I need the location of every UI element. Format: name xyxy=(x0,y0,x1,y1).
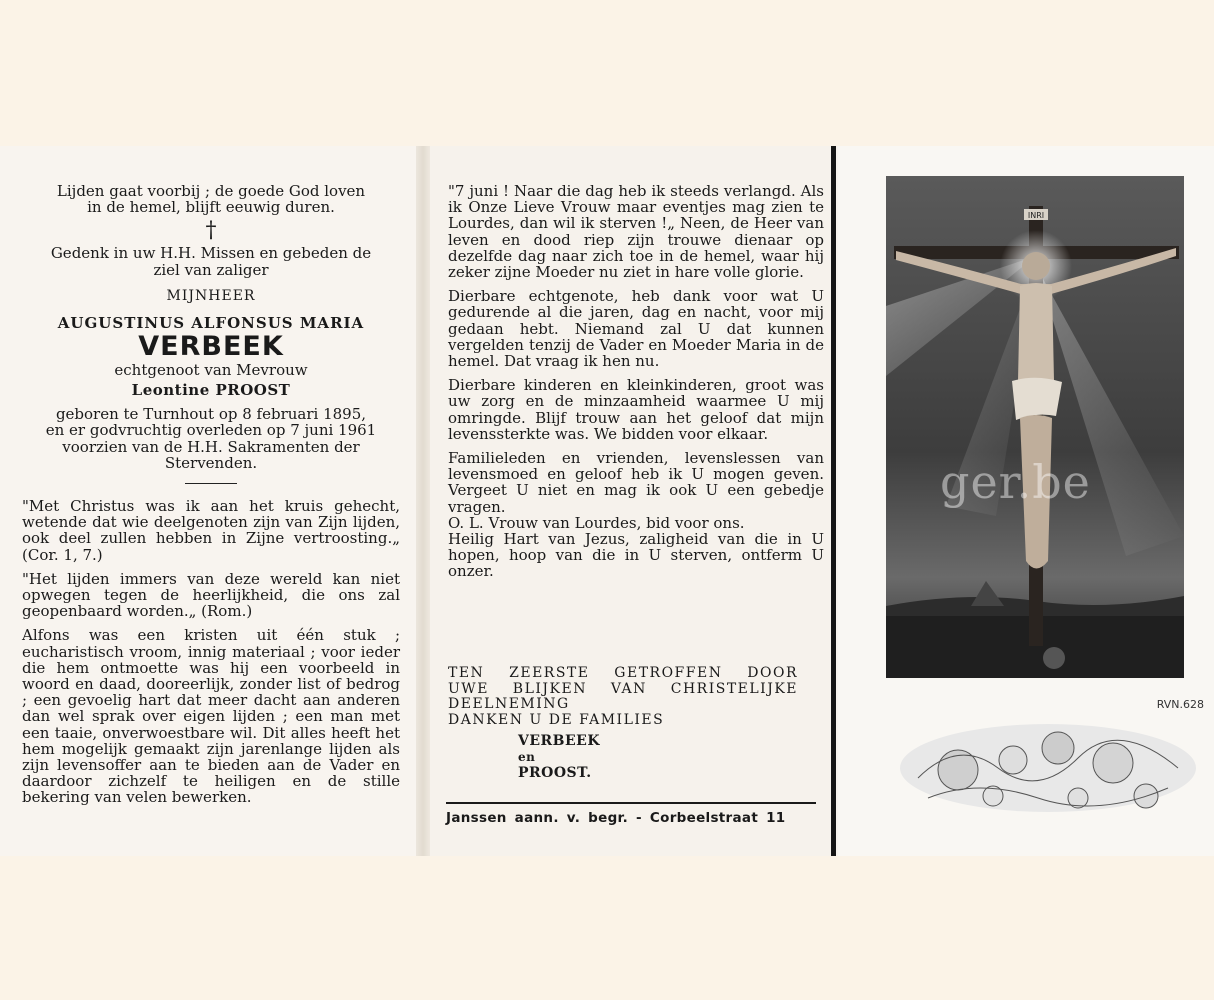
card-fold xyxy=(416,146,430,856)
paragraph-friends: Familieleden en vrienden, levenslessen van levensmoed en geloof heb ik U mogen geven. Vergeet U niet en mag ik ook U een gebedje vragen. xyxy=(448,449,824,516)
honorific: MIJNHEER xyxy=(166,287,256,304)
paragraph-spouse: Dierbare echtgenote, heb dank voor wat U gedurende al die jaren, dag en nacht, voor mij gedaan hebt. Niemand zal U dat kunnen vergelden tenzij de Vader en Moeder Maria in de hemel. Dat vraag ik hen nu. xyxy=(448,287,824,371)
memorial-card xyxy=(0,146,1214,856)
thanks-block xyxy=(448,666,798,781)
surname: VERBEEK xyxy=(138,330,284,362)
eulogy: Alfons was een kristen uit één stuk ; eucharistisch vroom, innig materiaal ; voor ieder die hem ontmoette was hij een voorbeeld in woord en daad, dooreerlijk, zonder list of bedrog ; een gevoelig hart dat meer dacht aan anderen dan wel sprak over eigen lijden ; een man met een taaie, onverwoestbare wil. Dit alles heeft het hem mogelijk gemaakt zijn jarenlange lijden als zijn levensoffer aan te bieden aan de Vader en daardoor zichzelf te heiligen en de stille bekering van velen bewerken. xyxy=(22,626,400,807)
remember-line-1: Gedenk in uw H.H. Missen en gebeden de xyxy=(50,244,372,263)
left-content xyxy=(22,183,400,806)
left-panel xyxy=(0,146,420,856)
inri-text: INRI xyxy=(1027,211,1045,220)
watermark: ger.be xyxy=(940,455,1091,509)
epigraph-line-2: in de hemel, blijft eeuwig duren. xyxy=(87,198,335,217)
birth-line-2: en er godvruchtig overleden op 7 juni 1961 xyxy=(45,421,377,440)
family-en: en xyxy=(518,750,536,764)
spouse-intro: echtgenoot van Mevrouw xyxy=(114,360,308,379)
paragraph-lourdes: "7 juni ! Naar die dag heb ik steeds verlangd. Als ik Onze Lieve Vrouw maar eventjes mag zien te Lourdes, dan wil ik sterven !„ Neen, de Heer van leven en dood riep zijn trouwe dienaar op dezelfde dag naar zich toe in de hemel, waar hij zeker zijne Moeder nu ziet in hare volle glorie. xyxy=(448,182,824,282)
quote-romans: "Het lijden immers van deze wereld kan niet opwegen tegen de heerlijkheid, die ons zal geopenbaard worden.„ (Rom.) xyxy=(22,569,400,621)
printer-line: Janssen aann. v. begr. - Corbeelstraat 11 xyxy=(446,810,786,826)
cross-icon: † xyxy=(205,218,217,244)
thanks-line-2: UWE BLIJKEN VAN CHRISTELIJKE xyxy=(448,680,798,697)
birth-line-1: geboren te Turnhout op 8 februari 1895, xyxy=(55,405,367,424)
orb xyxy=(1043,647,1065,669)
card-edge xyxy=(831,146,836,856)
thanks-line-4: DANKEN U DE FAMILIES xyxy=(448,711,665,728)
printer-rule xyxy=(446,802,816,804)
prayer-lourdes: O. L. Vrouw van Lourdes, bid voor ons. xyxy=(448,513,745,532)
loincloth xyxy=(1012,378,1062,420)
epigraph-line-1: Lijden gaat voorbij ; de goede God loven xyxy=(56,182,366,200)
birth-death-text xyxy=(22,406,400,471)
given-names: AUGUSTINUS ALFONSUS MARIA xyxy=(57,313,365,332)
torso xyxy=(1018,283,1054,386)
divider xyxy=(185,483,237,484)
quote-corinthians: "Met Christus was ik aan het kruis gehecht, wetende dat wie deelgenoten zijn van Zijn lijden, ook deel zullen hebben in Zijne vertroosting.„ (Cor. 1, 7.) xyxy=(22,497,400,564)
remember-text xyxy=(22,245,400,277)
family-verbeek: VERBEEK xyxy=(518,733,601,749)
thanks-line-1: TEN ZEERSTE GETROFFEN DOOR xyxy=(448,665,798,681)
birth-line-4: Stervenden. xyxy=(164,453,258,472)
remember-line-2: ziel van zaliger xyxy=(153,260,269,279)
crucifix-picture xyxy=(886,176,1184,678)
spouse-name: Leontine PROOST xyxy=(131,381,291,400)
prayer-sacred-heart: Heilig Hart van Jezus, zaligheid van die in U hopen, hoop van die in U sterven, ontferm U onzer. xyxy=(448,530,824,581)
middle-panel xyxy=(430,146,830,856)
picture-code: RVN.628 xyxy=(1156,698,1204,711)
thanks-line-3: DEELNEMING xyxy=(448,696,570,712)
epigraph xyxy=(22,183,400,215)
family-proost: PROOST. xyxy=(518,765,592,781)
paragraph-children: Dierbare kinderen en kleinkinderen, groot was uw zorg en de minzaamheid waarmee U mij omringde. Blijf trouw aan het geloof dat mijn levenssterkte was. We bidden voor elkaar. xyxy=(448,376,824,443)
head xyxy=(1022,252,1050,280)
middle-content xyxy=(448,183,824,580)
family-names xyxy=(518,733,798,781)
flower-decoration xyxy=(898,718,1198,818)
right-panel xyxy=(838,146,1214,856)
birth-line-3: voorzien van de H.H. Sakramenten der xyxy=(62,437,360,456)
